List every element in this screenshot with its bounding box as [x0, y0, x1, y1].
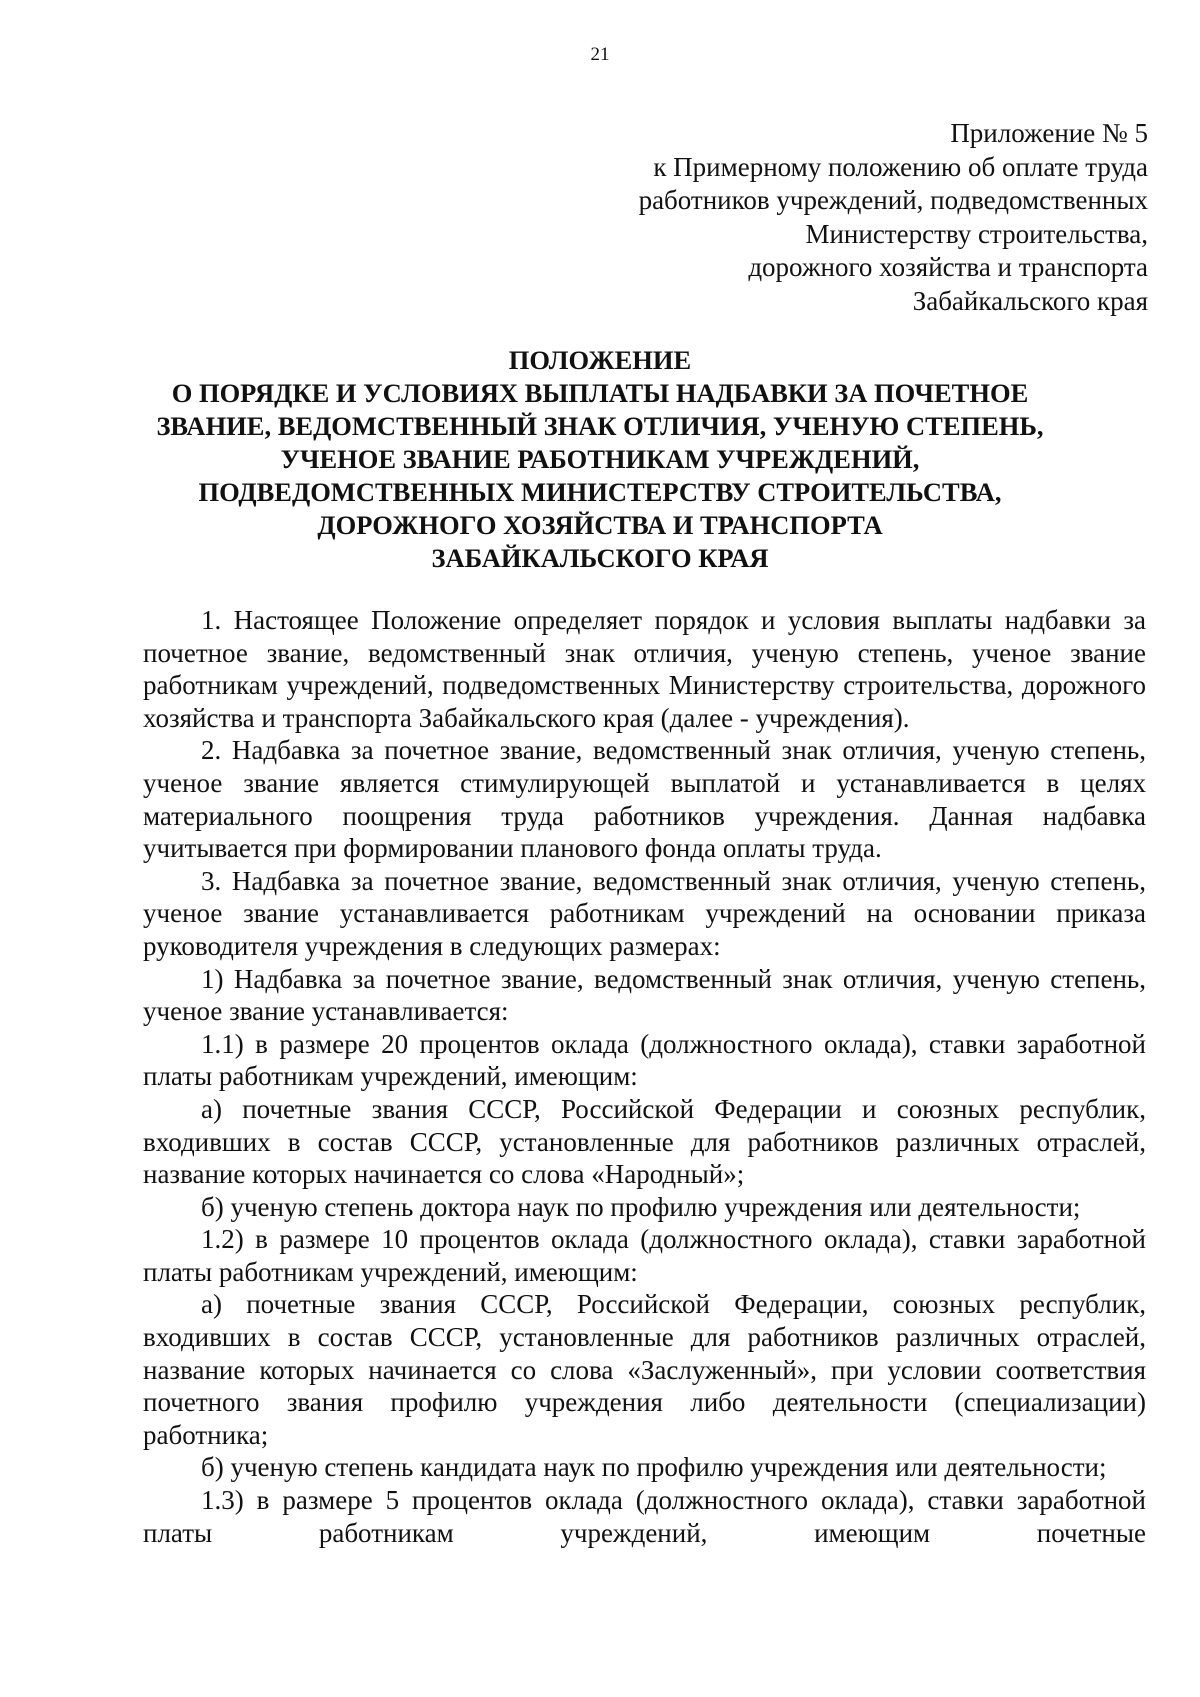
appendix-line: Приложение № 5	[950, 118, 1148, 148]
title-line: УЧЕНОЕ ЗВАНИЕ РАБОТНИКАМ УЧРЕЖДЕНИЙ,	[280, 444, 920, 474]
title-line: ПОЛОЖЕНИЕ	[508, 345, 692, 375]
title-line: О ПОРЯДКЕ И УСЛОВИЯХ ВЫПЛАТЫ НАДБАВКИ ЗА ПОЧЕТНОЕ	[171, 378, 1029, 408]
appendix-line: к Примерному положению об оплате труда	[653, 151, 1148, 182]
appendix-line: Забайкальского края	[912, 285, 1148, 316]
title-line: ПОДВЕДОМСТВЕННЫХ МИНИСТЕРСТВУ СТРОИТЕЛЬСТВА,	[198, 477, 1002, 507]
page-number: 21	[590, 44, 610, 65]
paragraph-2: 2. Надбавка за почетное звание, ведомственный знак отличия, ученую степень, ученое звание является стимулирующей выплатой и устанавливается в целях материального поощрения труда работников учреждения. Данная надбавка учитывается при формировании планового фонда оплаты труда.	[143, 735, 1146, 864]
item-1-2-a: а) почетные звания СССР, Российской Федерации, союзных республик, входивших в состав СССР, установленные для работников различных отраслей, название которых начинается со слова «Заслуженный», при условии соответствия почетного звания профилю учреждения либо деятельности (специализации) работника;	[143, 1289, 1146, 1450]
document-title	[100, 344, 1100, 575]
subparagraph-1-2: 1.2) в размере 10 процентов оклада (должностного оклада), ставки заработной платы работникам учреждений, имеющим:	[143, 1224, 1146, 1287]
subparagraph-1-3: 1.3) в размере 5 процентов оклада (должностного оклада), ставки заработной платы работникам учреждений, имеющим почетные	[143, 1485, 1146, 1548]
appendix-line: дорожного хозяйства и транспорта	[748, 252, 1148, 282]
item-1-2-b: б) ученую степень кандидата наук по профилю учреждения или деятельности;	[201, 1452, 1107, 1483]
item-1-1-b: б) ученую степень доктора наук по профилю учреждения или деятельности;	[201, 1191, 1081, 1222]
appendix-line: работников учреждений, подведомственных	[638, 185, 1148, 215]
document-body	[143, 604, 1146, 1549]
title-line: ЗВАНИЕ, ВЕДОМСТВЕННЫЙ ЗНАК ОТЛИЧИЯ, УЧЕНУЮ СТЕПЕНЬ,	[156, 411, 1044, 441]
subparagraph-1: 1) Надбавка за почетное звание, ведомственный знак отличия, ученую степень, ученое звание устанавливается:	[143, 963, 1146, 1027]
subparagraph-1-1: 1.1) в размере 20 процентов оклада (должностного оклада), ставки заработной платы работникам учреждений, имеющим:	[143, 1028, 1146, 1092]
item-1-1-a: а) почетные звания СССР, Российской Федерации и союзных республик, входивших в состав СССР, установленные для работников различных отраслей, название которых начинается со слова «Народный»;	[143, 1093, 1146, 1190]
title-line: ДОРОЖНОГО ХОЗЯЙСТВА И ТРАНСПОРТА	[317, 510, 883, 540]
paragraph-3: 3. Надбавка за почетное звание, ведомственный знак отличия, ученую степень, ученое звание устанавливается работникам учреждений на основании приказа руководителя учреждения в следующих размерах:	[143, 865, 1146, 961]
appendix-reference	[528, 117, 1148, 318]
title-line: ЗАБАЙКАЛЬСКОГО КРАЯ	[431, 543, 769, 573]
appendix-line: Министерству строительства,	[805, 218, 1148, 249]
paragraph-1: 1. Настоящее Положение определяет порядок и условия выплаты надбавки за почетное звание, ведомственный знак отличия, ученую степень, ученое звание работникам учреждений, подведомственных Министерству строительства, дорожного хозяйства и транспорта Забайкальского края (далее - учреждения).	[143, 605, 1146, 733]
